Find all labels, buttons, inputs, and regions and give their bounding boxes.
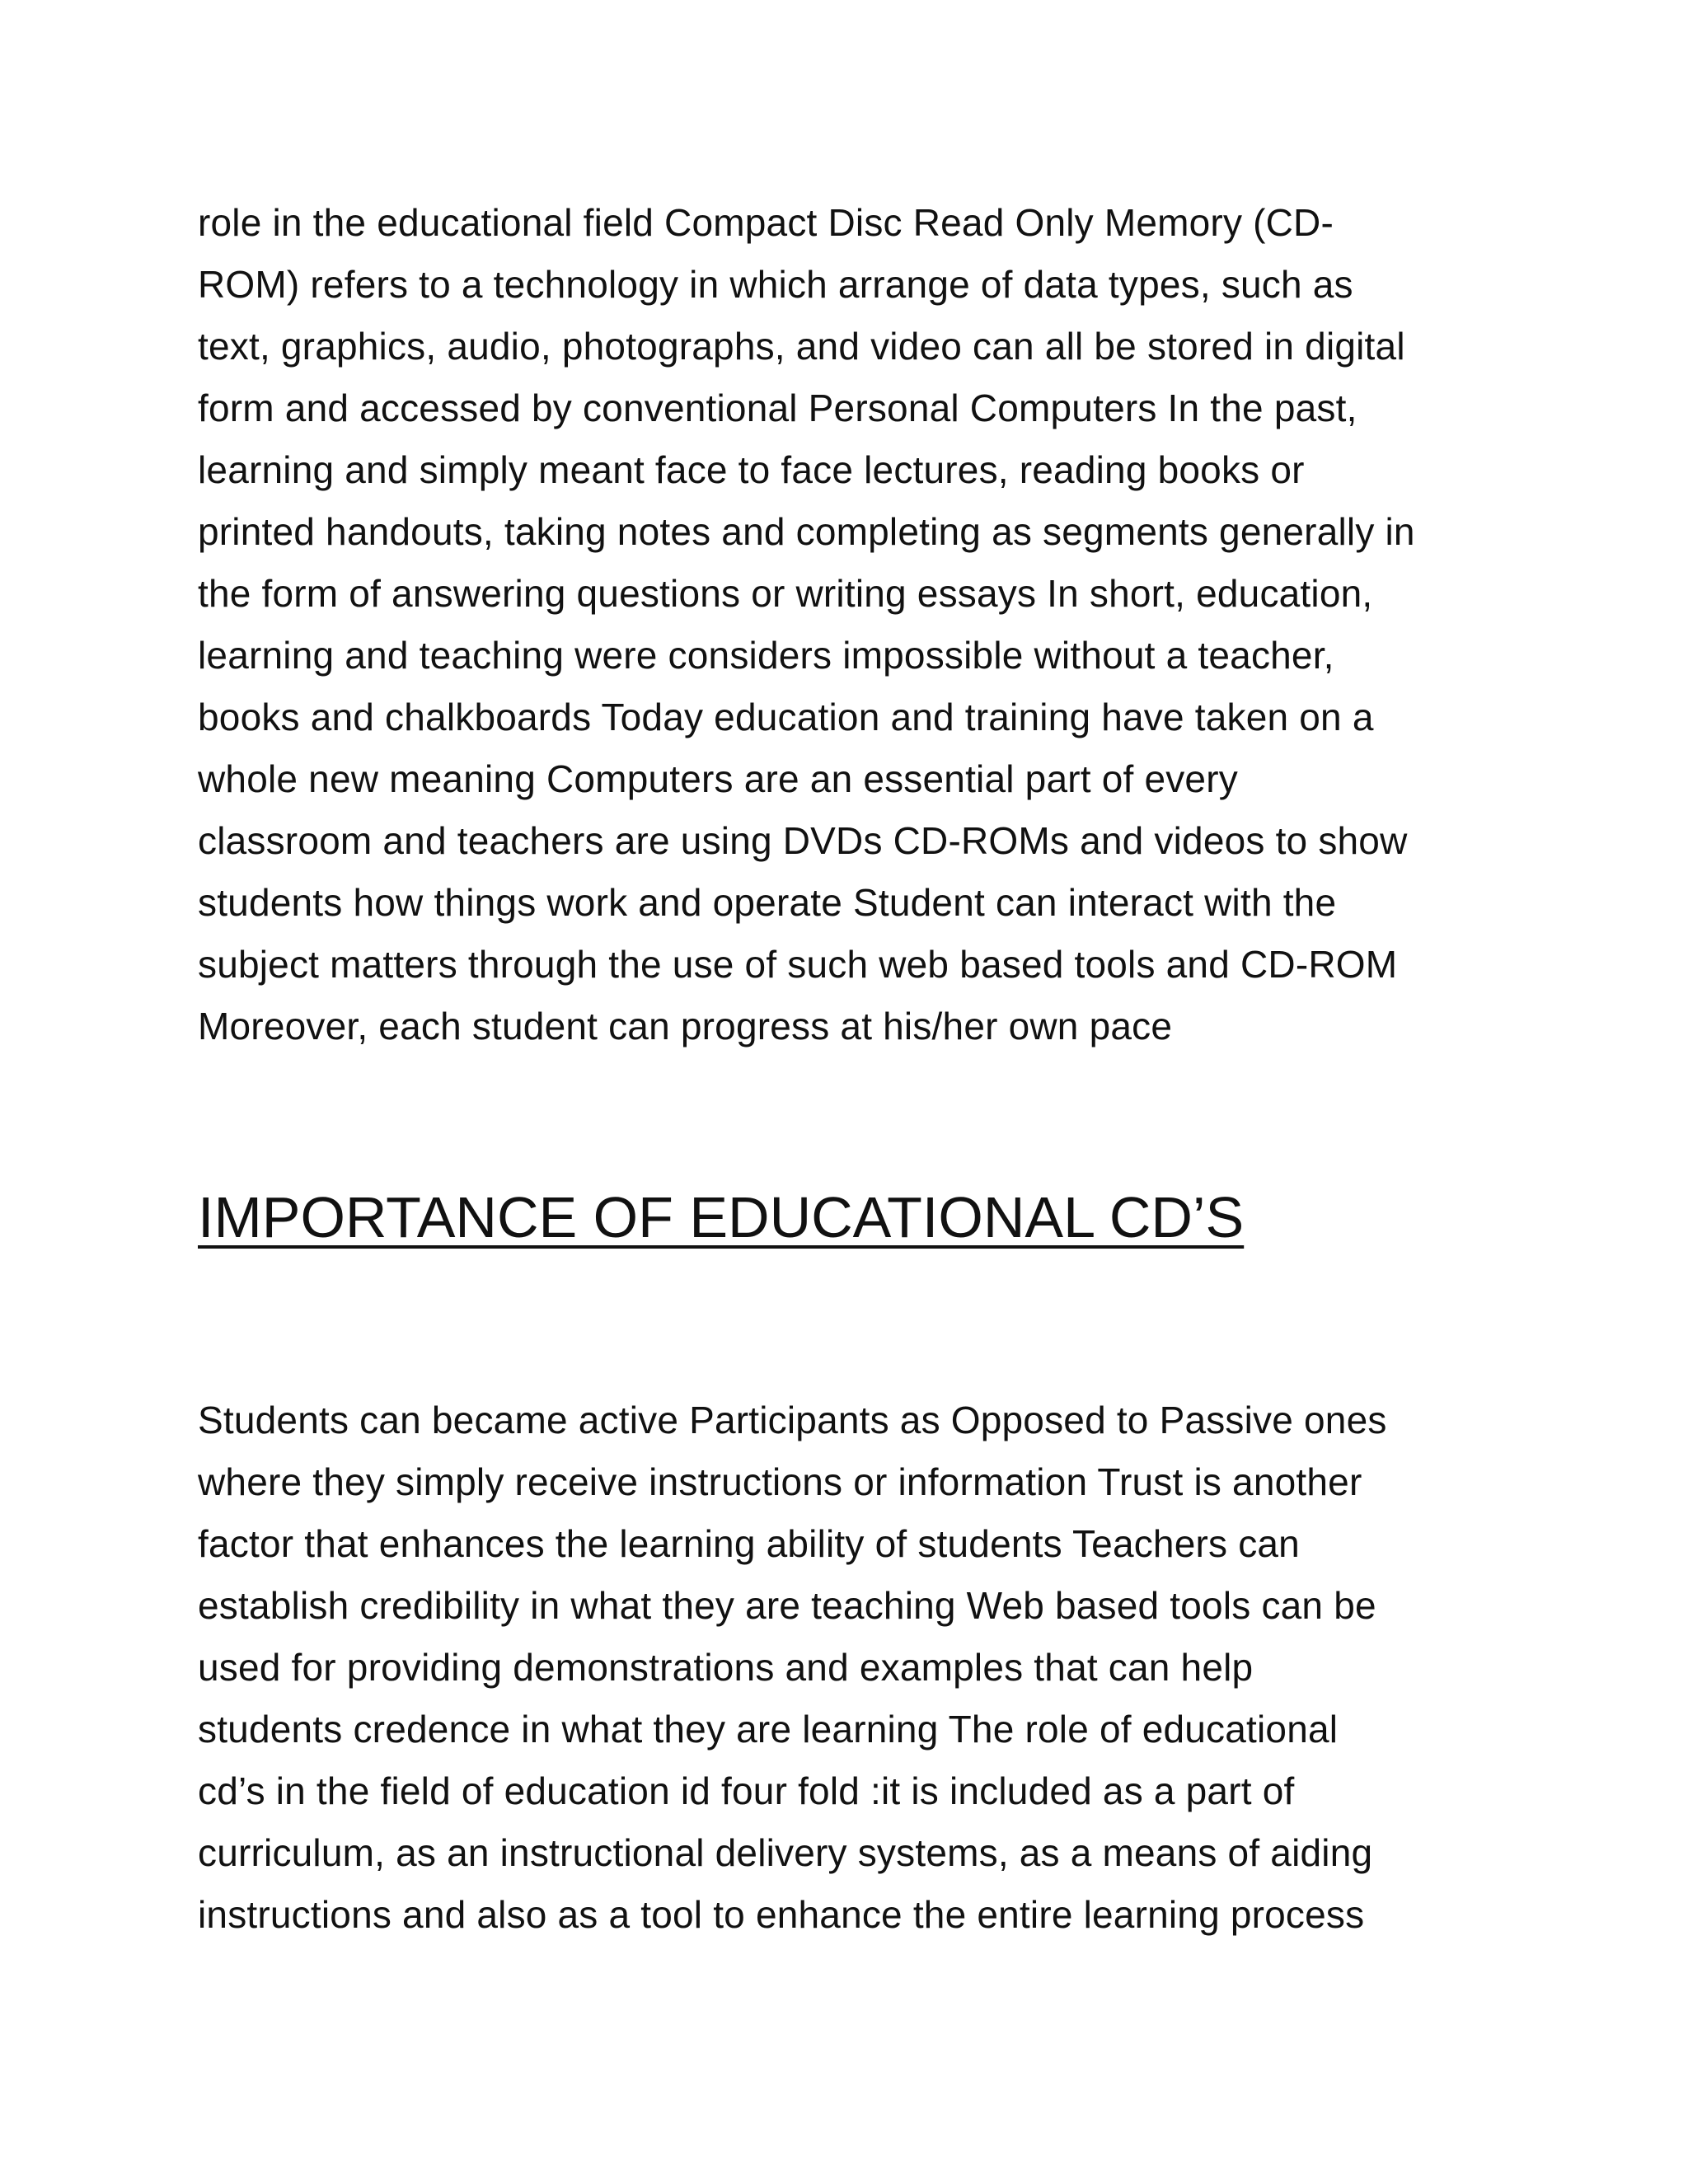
- paragraph-line: printed handouts, taking notes and completing as segments generally in: [198, 510, 1415, 553]
- paragraph-line: learning and teaching were considers impossible without a teacher,: [198, 634, 1334, 677]
- paragraph-line: subject matters through the use of such web based tools and CD-ROM: [198, 943, 1398, 986]
- paragraph-line: students how things work and operate Student can interact with the: [198, 881, 1337, 924]
- paragraph-line: text, graphics, audio, photographs, and video can all be stored in digital: [198, 325, 1405, 368]
- paragraph-line: establish credibility in what they are teaching Web based tools can be: [198, 1584, 1376, 1627]
- paragraph-line: classroom and teachers are using DVDs CD-ROMs and videos to show: [198, 819, 1408, 862]
- paragraph-line: ROM) refers to a technology in which arrange of data types, such as: [198, 263, 1353, 306]
- paragraph-line: curriculum, as an instructional delivery systems, as a means of aiding: [198, 1831, 1373, 1874]
- paragraph-line: form and accessed by conventional Personal Computers In the past,: [198, 387, 1357, 429]
- paragraph-intro: [198, 192, 1550, 1057]
- paragraph-line: whole new meaning Computers are an essential part of every: [198, 757, 1238, 800]
- paragraph-line: where they simply receive instructions or information Trust is another: [198, 1460, 1362, 1503]
- paragraph-line: factor that enhances the learning ability of students Teachers can: [198, 1522, 1300, 1565]
- paragraph-line: cd’s in the field of education id four fold :it is included as a part of: [198, 1769, 1295, 1812]
- paragraph-importance: [198, 1390, 1550, 1946]
- paragraph-line: instructions and also as a tool to enhance the entire learning process: [198, 1893, 1365, 1936]
- paragraph-line: used for providing demonstrations and examples that can help: [198, 1646, 1254, 1689]
- paragraph-line: role in the educational field Compact Disc Read Only Memory (CD-: [198, 201, 1334, 244]
- paragraph-line: books and chalkboards Today education and training have taken on a: [198, 696, 1374, 738]
- section-heading: IMPORTANCE OF EDUCATIONAL CD’S: [198, 1185, 1245, 1249]
- paragraph-line: the form of answering questions or writing essays In short, education,: [198, 572, 1373, 615]
- paragraph-line: students credence in what they are learning The role of educational: [198, 1708, 1339, 1750]
- paragraph-line: Students can became active Participants as Opposed to Passive ones: [198, 1399, 1387, 1441]
- paragraph-line: learning and simply meant face to face lectures, reading books or: [198, 448, 1305, 491]
- paragraph-line: Moreover, each student can progress at his/her own pace: [198, 1005, 1173, 1047]
